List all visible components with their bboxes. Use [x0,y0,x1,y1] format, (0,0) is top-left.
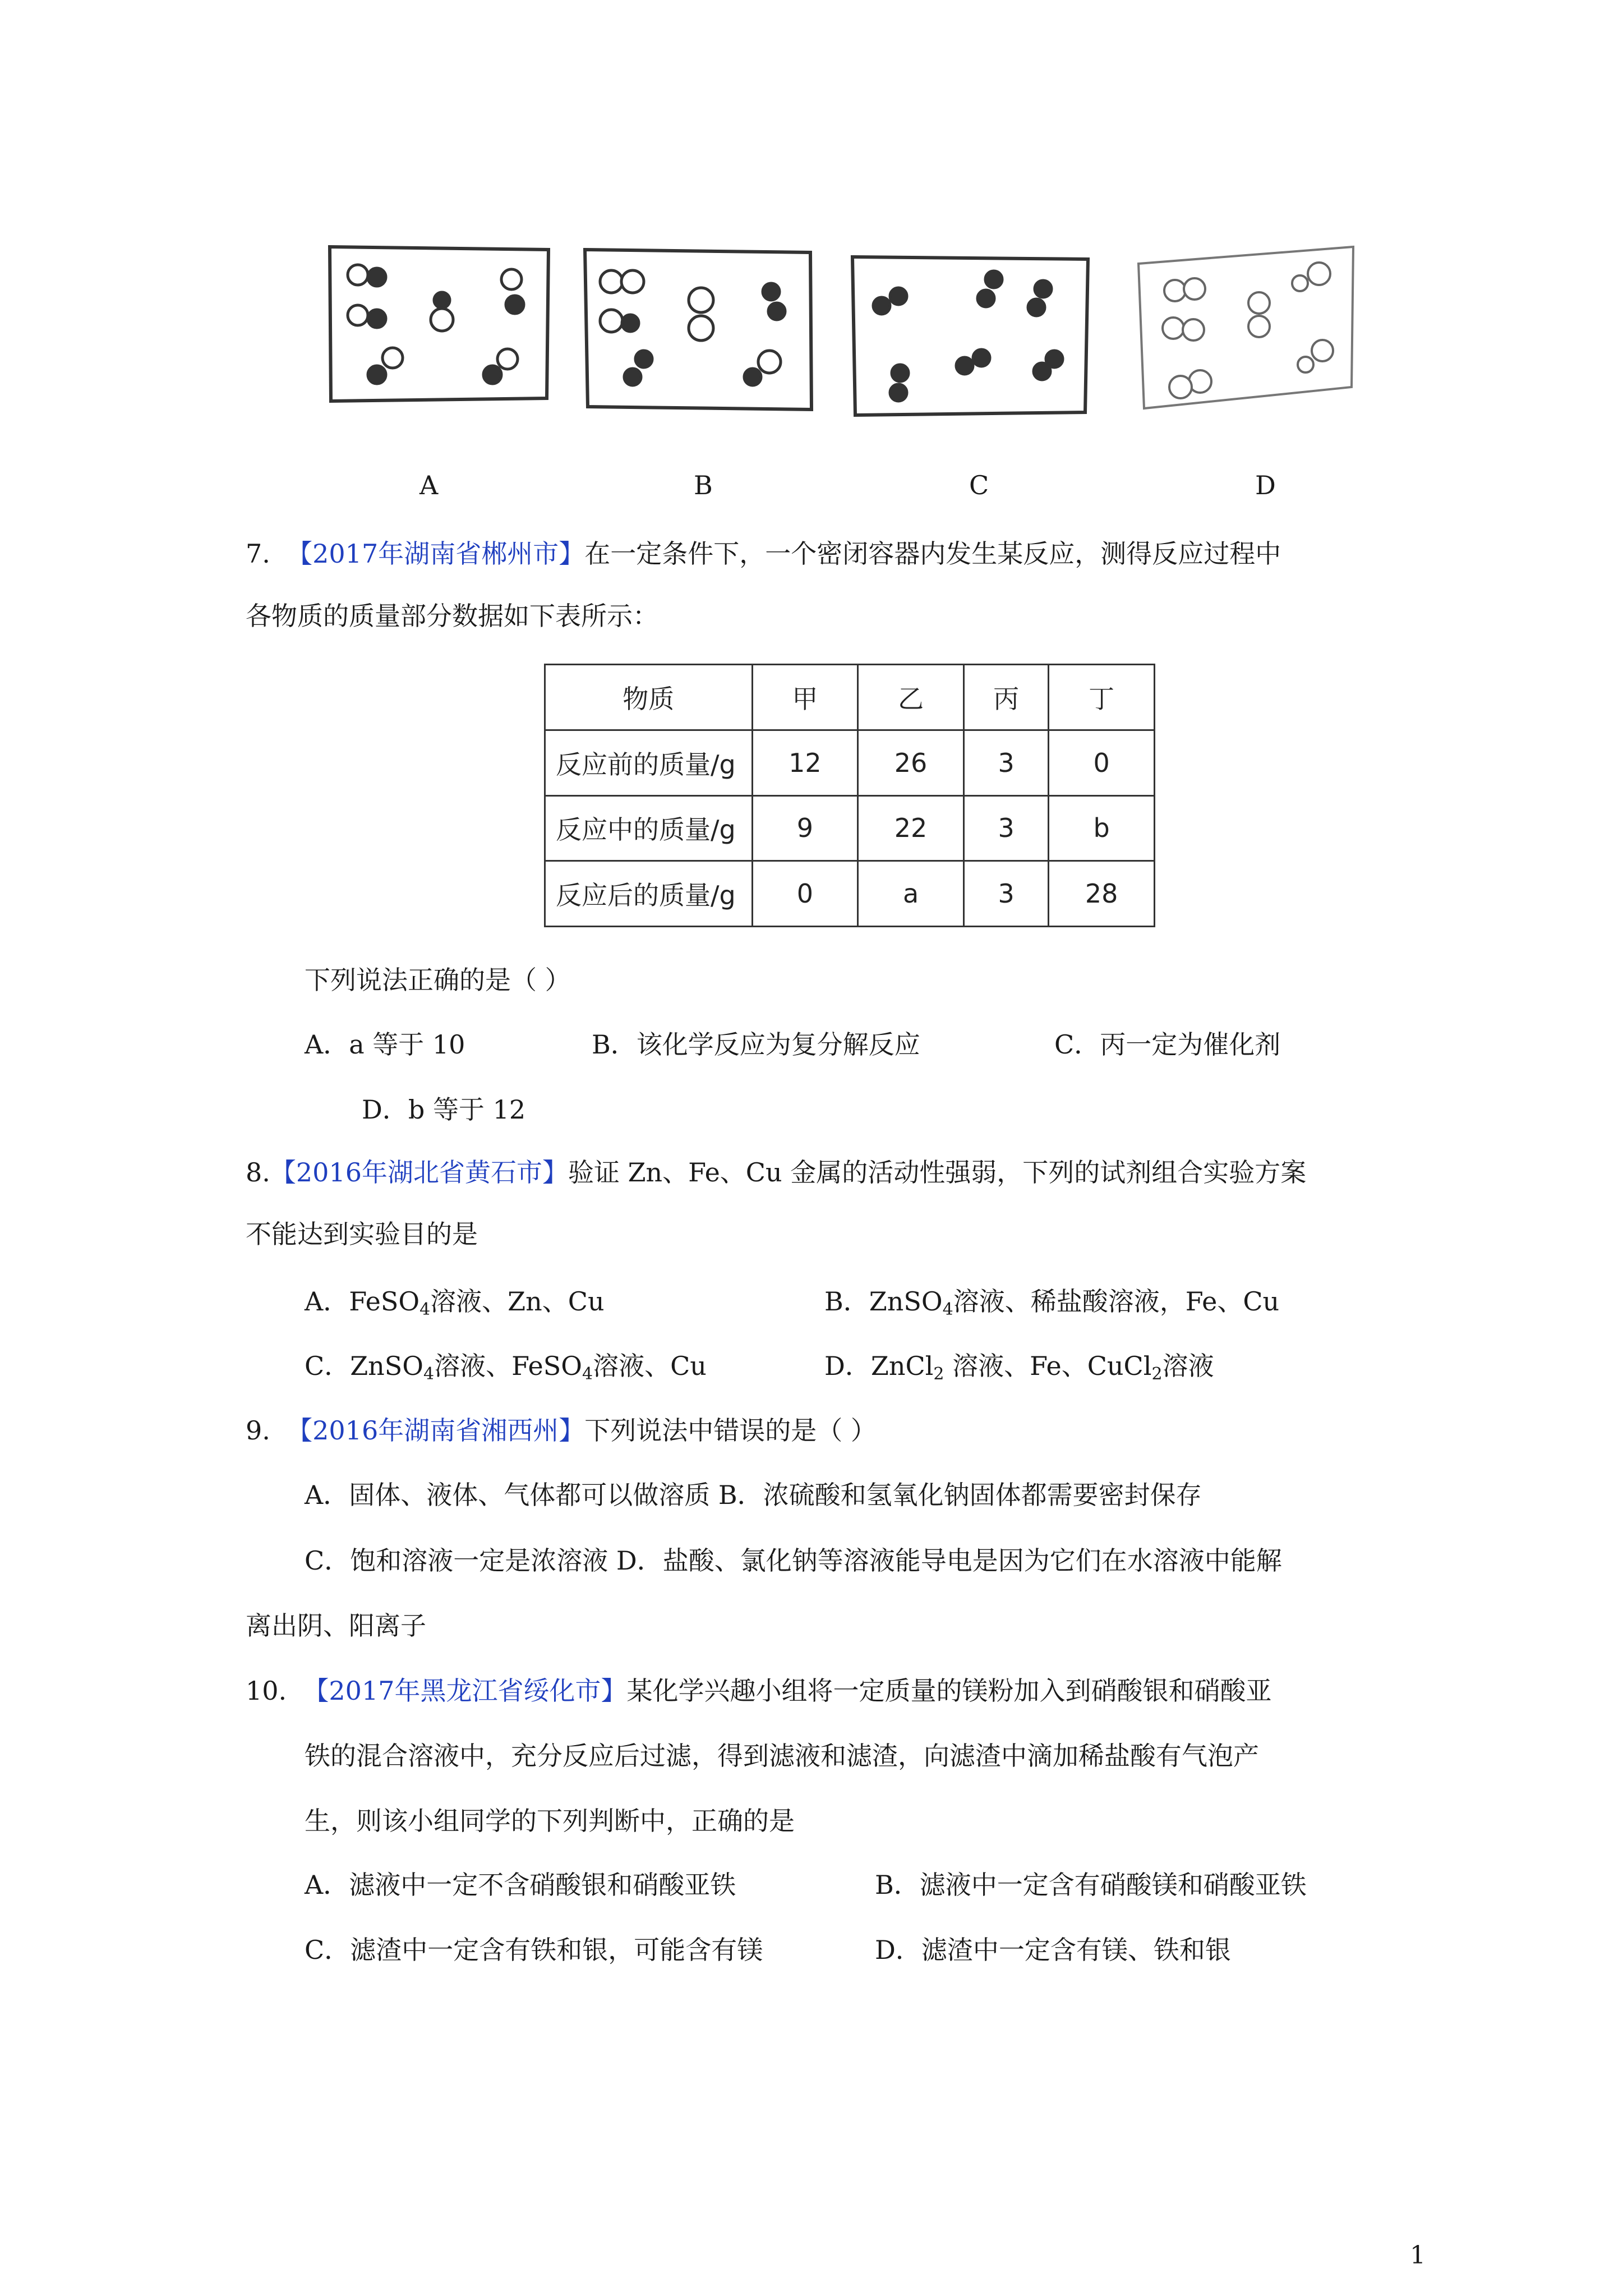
label-c: C [969,470,989,500]
q8-option-b: B．ZnSO$_4$溶液、稀盐酸溶液，Fe、Cu [824,1286,1280,1319]
q7-source: 【2017年湖南省郴州市】 [287,539,585,569]
q9-text-1: 下列说法中错误的是（ ） [584,1415,877,1446]
q10-source: 【2017年黑龙江省绥化市】 [303,1676,627,1706]
label-b: B [694,470,713,500]
q8-source: 【2016年湖北省黄石市】 [270,1157,568,1188]
table-cell: 3 [963,861,1048,927]
label-a: A [419,470,439,500]
q10-number: 10. [246,1676,287,1706]
table-header-row [545,665,1155,730]
table-cell: 反应前的质量/g [545,730,753,795]
q8-number: 8. [246,1157,270,1188]
q9-options-line-3: 离出阴、阳离子 [246,1611,426,1641]
table-header-cell: 甲 [752,665,858,730]
q9-source: 【2016年湖南省湘西州】 [287,1415,585,1446]
q8-option-d: D．ZnCl$_2$ 溶液、Fe、CuCl$_2$溶液 [824,1351,1214,1384]
molecule-diagram [0,0,1623,449]
q8-option-c: C．ZnSO$_4$溶液、FeSO$_4$溶液、Cu [305,1351,707,1384]
table-header-cell: 乙 [858,665,964,730]
q10-line-1 [246,1674,1271,1708]
mass-table [544,664,1155,927]
box-c [852,257,1088,415]
q9-number: 9. [246,1415,270,1446]
q7-option-c: C．丙一定为催化剂 [1054,1029,1281,1060]
table-cell: 3 [963,730,1048,795]
table-header-cell: 丁 [1049,665,1155,730]
q10-text-1: 某化学兴趣小组将一定质量的镁粉加入到硝酸银和硝酸亚 [626,1676,1272,1706]
q9-line-1 [246,1414,877,1447]
table-cell: 26 [858,730,964,795]
q10-option-d: D．滤渣中一定含有镁、铁和银 [875,1935,1231,1965]
q7-option-a: A．a 等于 10 [305,1029,465,1060]
table-row [545,861,1155,927]
q7-option-b: B．该化学反应为复分解反应 [592,1029,920,1060]
table-header-cell: 物质 [545,665,753,730]
table-cell: 0 [1049,730,1155,795]
table-row [545,795,1155,861]
q10-text-3: 生，则该小组同学的下列判断中，正确的是 [305,1806,795,1836]
q10-option-a: A．滤液中一定不含硝酸银和硝酸亚铁 [305,1870,736,1900]
q8-line-1 [246,1156,1306,1189]
table-row [545,730,1155,795]
q7-text-2: 各物质的质量部分数据如下表所示： [246,601,658,631]
q7-text-1: 在一定条件下，一个密闭容器内发生某反应，测得反应过程中 [584,539,1281,569]
q8-text-2: 不能达到实验目的是 [246,1219,478,1249]
q7-option-d: D．b 等于 12 [362,1094,526,1125]
table-cell: 12 [752,730,858,795]
q7-line-1 [246,537,1281,570]
q10-text-2: 铁的混合溶液中，充分反应后过滤，得到滤液和滤渣，向滤渣中滴加稀盐酸有气泡产 [305,1741,1259,1771]
table-cell: 反应后的质量/g [545,861,753,927]
table-cell: a [858,861,964,927]
table-header-cell: 丙 [963,665,1048,730]
q7-prompt: 下列说法正确的是（ ） [305,965,571,995]
table-cell: 3 [963,795,1048,861]
page-number: 1 [1410,2241,1426,2270]
table-cell: 22 [858,795,964,861]
q9-options-line-1: A．固体、液体、气体都可以做溶质 B．浓硫酸和氢氧化钠固体都需要密封保存 [305,1480,1202,1510]
q9-options-line-2: C．饱和溶液一定是浓溶液 D．盐酸、氯化钠等溶液能导电是因为它们在水溶液中能解 [305,1545,1282,1576]
table-cell: 9 [752,795,858,861]
table-cell: 0 [752,861,858,927]
q7-number: 7. [246,539,270,569]
label-d: D [1255,470,1276,500]
table-cell: b [1049,795,1155,861]
q8-text-1: 验证 Zn、Fe、Cu 金属的活动性强弱，下列的试剂组合实验方案 [568,1157,1307,1188]
q10-option-b: B．滤液中一定含有硝酸镁和硝酸亚铁 [875,1870,1307,1900]
q8-option-a: A．FeSO$_4$溶液、Zn、Cu [305,1286,605,1319]
table-cell: 28 [1049,861,1155,927]
table-cell: 反应中的质量/g [545,795,753,861]
q10-option-c: C．滤渣中一定含有铁和银，可能含有镁 [305,1935,763,1965]
